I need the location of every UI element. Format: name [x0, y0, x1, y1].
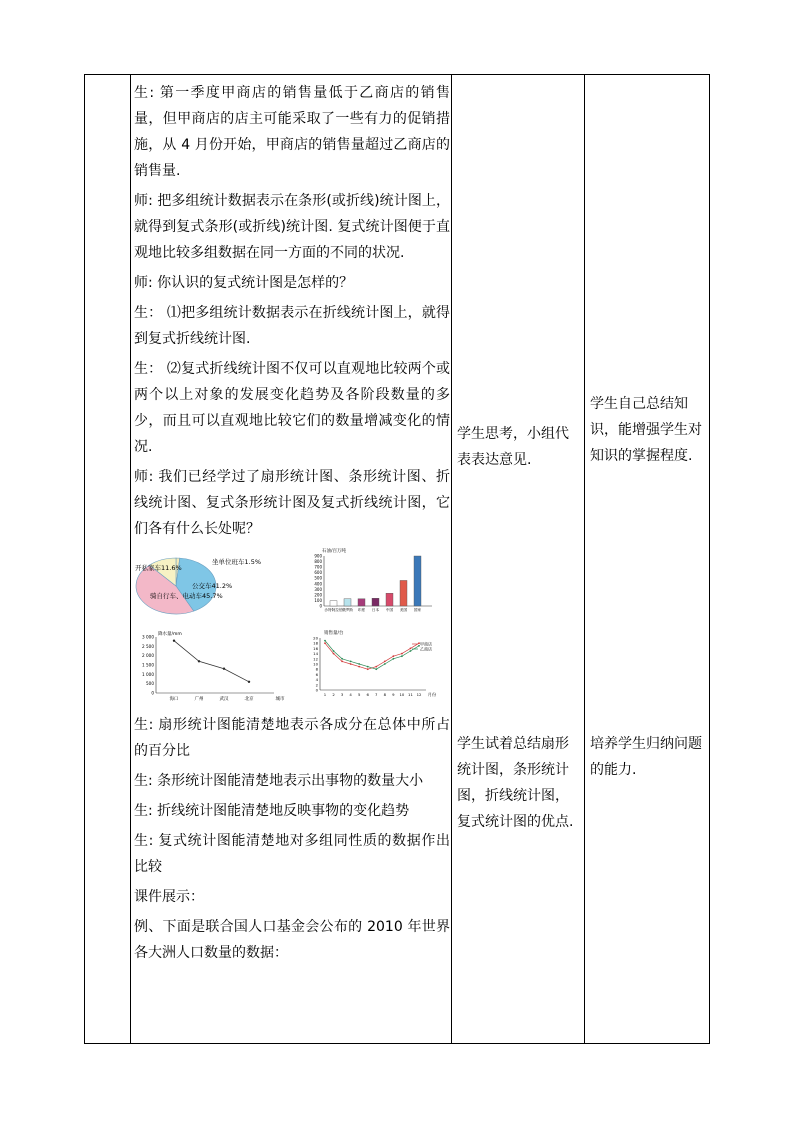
multi-tick: 4 [315, 677, 318, 683]
multi-tick: 14 [313, 651, 318, 657]
bar-category: 俄罗斯 [342, 608, 353, 612]
bar-category: 印度 [357, 608, 366, 612]
multi-tick: 10 [313, 661, 318, 667]
bar-tick: 600 [314, 570, 322, 576]
line-series [174, 641, 249, 682]
column-divider [584, 75, 585, 1043]
line-category: 北京 [244, 697, 254, 702]
paragraph: 生: 扇形统计图能清楚地表示各成分在总体中所占的百分比 [134, 717, 450, 759]
student-activity-2: 学生试着总结扇形统计图，条形统计图，折线统计图，复式统计图的优点. [457, 736, 574, 830]
multi-tick: 18 [313, 640, 318, 646]
line-xlabel: 城市 [275, 697, 285, 702]
bar-tick: 0 [319, 603, 322, 609]
bar-tick: 900 [314, 553, 322, 559]
multi-xtick: 5 [357, 692, 361, 697]
line-ylabel: 降水量/mm [158, 632, 182, 637]
bar-tick: 700 [314, 564, 322, 570]
bar-chart [314, 548, 432, 612]
multi-xtick: 4 [349, 692, 352, 697]
multi-xtick: 10 [399, 692, 405, 697]
paragraph: 师: 我们已经学过了扇形统计图、条形统计图、折线统计图、复式条形统计图及复式折线统计图，它们各有什么长处呢？ [134, 469, 450, 537]
bar [372, 598, 379, 606]
student-activity-1: 学生思考，小组代表表达意见. [457, 426, 569, 468]
paragraph: 生: 条形统计图能清楚地表示出事物的数量大小 [134, 773, 424, 789]
multi-legend-label: 乙商店 [420, 646, 432, 652]
charts-svg [134, 548, 450, 708]
bar [414, 556, 421, 606]
paragraph: 师: 把多组统计数据表示在条形(或折线)统计图上，就得到复式条形(或折线)统计图. 复式统计图便于直观地比较多组数据在同一方面的不同的状况. [134, 193, 450, 261]
line-tick: 3 000 [142, 634, 154, 640]
column-divider [451, 75, 452, 1043]
multi-xtick: 2 [332, 692, 335, 697]
multi-tick: 12 [313, 656, 318, 662]
multi-xtick: 1 [323, 692, 327, 697]
multi-tick: 8 [315, 666, 318, 672]
pie-label: 坐单位班车1.5% [212, 558, 262, 566]
bar-ylabel: 石油/百万吨 [322, 549, 347, 554]
multi-tick: 2 [315, 682, 318, 688]
bar [330, 601, 337, 606]
design-intent-1: 学生自己总结知识，能增强学生对知识的掌握程度. [590, 396, 702, 464]
multi-xtick: 12 [416, 692, 422, 697]
bar-tick: 500 [314, 575, 322, 581]
multi-tick: 16 [313, 645, 318, 651]
bar-tick: 300 [314, 586, 322, 592]
pie-label: 公交车41.2% [192, 582, 233, 590]
paragraph: 生： ⑵复式折线统计图不仅可以直观地比较两个或两个以上对象的发展变化趋势及各阶段数量的多少，而且可以直观地比较它们的数量增减变化的情况. [134, 361, 450, 455]
bar-category: 国家 [413, 608, 422, 612]
chart-figures [134, 548, 450, 708]
line-chart [142, 630, 285, 702]
paragraph: 课件展示： [134, 889, 204, 905]
line-tick: 500 [146, 681, 154, 687]
bar-tick: 800 [314, 559, 322, 565]
paragraph: 例、下面是联合国人口基金会公布的 2010 年世界各大洲人口数量的数据： [134, 919, 450, 961]
multi-xtick: 6 [366, 692, 369, 697]
pie-label: 开私家车11.6% [135, 564, 182, 572]
line-tick: 2 500 [142, 643, 154, 649]
bar [400, 580, 407, 606]
line-tick: 1 000 [142, 671, 154, 677]
pie-label: 骑自行车、电动车45.7% [150, 592, 223, 600]
line-tick: 1 500 [142, 662, 154, 668]
bar-category: 日本 [371, 608, 380, 612]
paragraph: 生: 复式统计图能清楚地对多组同性质的数据作出比较 [134, 833, 450, 875]
multi-line-chart [313, 629, 437, 698]
column-divider [130, 75, 131, 1043]
multi-xtick: 9 [392, 692, 395, 697]
line-category: 武汉 [219, 697, 229, 702]
multi-xlabel: 月份 [427, 692, 437, 697]
bar-category: 沙特阿拉伯 [324, 608, 343, 612]
multi-tick: 0 [315, 687, 318, 693]
lesson-table [84, 74, 710, 1044]
bar [358, 599, 365, 606]
paragraph: 生： ⑴把多组统计数据表示在折线统计图上，就得到复式折线统计图. [134, 305, 450, 347]
paragraph: 师: 你认识的复式统计图是怎样的？ [134, 275, 354, 291]
bar [386, 593, 393, 606]
paragraph: 生: 第一季度甲商店的销售量低于乙商店的销售量，但甲商店的店主可能采取了一些有力的促销措施，从 4 月份开始，甲商店的销售量超过乙商店的销售量. [134, 85, 450, 179]
line-category: 海口 [169, 697, 179, 702]
teaching-content-cell [134, 80, 450, 970]
multi-xtick: 11 [408, 692, 413, 697]
multi-xtick: 7 [375, 692, 378, 697]
design-intent-2: 培养学生归纳问题的能力. [590, 736, 702, 778]
multi-tick: 6 [315, 671, 318, 677]
line-tick: 0 [151, 690, 154, 696]
bar-category: 中国 [385, 608, 394, 612]
multi-xtick: 8 [383, 692, 387, 697]
multi-tick: 20 [313, 635, 318, 641]
paragraph: 生: 折线统计图能清楚地反映事物的变化趋势 [134, 803, 410, 819]
line-tick: 2 000 [142, 653, 154, 659]
multi-series [325, 641, 419, 670]
line-category: 广州 [194, 697, 204, 702]
bar [344, 599, 351, 606]
multi-ylabel: 销售量/台 [324, 631, 344, 636]
bar-category: 美国 [399, 608, 408, 612]
multi-legend-label: 甲商店 [420, 641, 432, 647]
multi-xtick: 3 [340, 692, 344, 697]
bar-tick: 100 [314, 597, 322, 603]
bar-tick: 400 [314, 581, 322, 587]
bar-tick: 200 [314, 592, 322, 598]
